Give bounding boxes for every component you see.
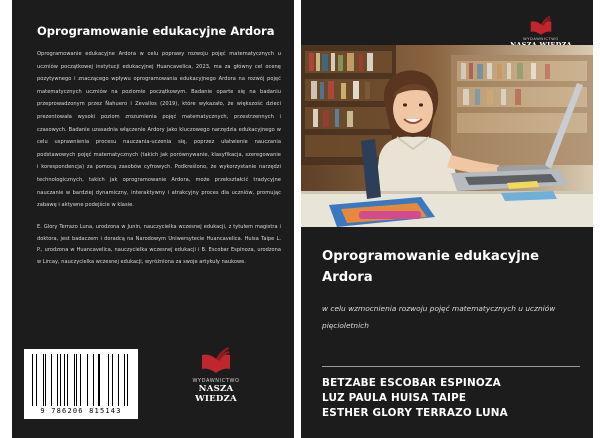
isbn-barcode — [24, 349, 138, 419]
front-cover-subtitle: w celu wzmocnienia rozwoju pojęć matematycznych u uczniów pięcioletnich — [322, 304, 556, 330]
front-cover — [301, 0, 593, 438]
publisher-line-2: NASZA WIEDZA — [195, 384, 237, 404]
girl-with-laptop-illustration — [301, 45, 593, 227]
author-name: LUZ PAULA HUISA TAIPE — [322, 392, 467, 404]
publisher-line-1: WYDAWNICTWO — [192, 378, 240, 384]
back-cover-title: Oprogramowanie edukacyjne Ardora — [37, 24, 275, 38]
book-logo-icon — [529, 15, 553, 37]
publisher-line-1: WYDAWNICTWO — [523, 37, 559, 41]
book-logo-icon — [201, 346, 231, 376]
author-name: ESTHER GLORY TERRAZO LUNA — [322, 407, 508, 419]
cover-photo — [301, 45, 593, 227]
publisher-logo-front — [510, 15, 572, 49]
divider — [322, 366, 580, 367]
book-description: Oprogramowanie edukacyjne Ardora w celu poprawy rozwoju pojęć matematycznych u uczniów początkowej instytucji edukacyjnej Huancavelica, 2023, ma za główny cel ocenę pozytywnego i znaczącego wpływu oprogramowania edukacyjnego Ardora na rozwój pojęć matematycznych uczniów na poziomie początkowym. Badanie oparte się na badaniu przeprowadzonym przez Ñahuero i Zevallos (2019), które wykazało, że większość dzieci prezentowała wysoki poziom zrozumienia pojęć matematycznych, przestrzennych i czasowych. Badanie uzasadnia włączenie Ardory jako kluczowego narzędzia edukacyjnego w celu usprawnienia procesu nauczania-uczenia się, poprzez ułatwienie nauczania podstawowych pojęć matematycznych (takich jak porównywanie, klasyfikacja, szeregowanie i korespondencja) za pomocą zasobów cyfrowych. Podkreślono, że wykorzystanie narzędzi technologicznych, takich jak oprogramowanie Ardora, może przekształcić tradycyjne nauczanie w bardziej dynamiczny, interaktywny i atrakcyjny proces dla uczniów, promując zabawę i aktywne podejście w klasie. — [37, 51, 281, 209]
barcode-digits: 9 786206 815143 — [40, 407, 122, 415]
author-bio: E. Glory Terrazo Luna, urodzona w Junin, nauczycielka wczesnej edukacji, z tytułem magistra i doktora, jest badaczem i doradcą na Narodowym Uniwersytecie Huancavelica. Huisa Taipe L. P., urodzona w Huancavelica, nauczycielka wczesnej edukacji i B. Escobar Espinoza, urodzona w Lircay, nauczycielka wczesnej edukacji, wyróżniona za swoje artykuły naukowe. — [37, 223, 281, 266]
barcode-bars — [29, 354, 133, 406]
publisher-logo-back — [177, 346, 255, 404]
author-name: BETZABE ESCOBAR ESPINOZA — [322, 377, 501, 389]
author-list — [322, 376, 584, 421]
front-cover-title: Oprogramowanie edukacyjne Ardora — [322, 249, 540, 285]
